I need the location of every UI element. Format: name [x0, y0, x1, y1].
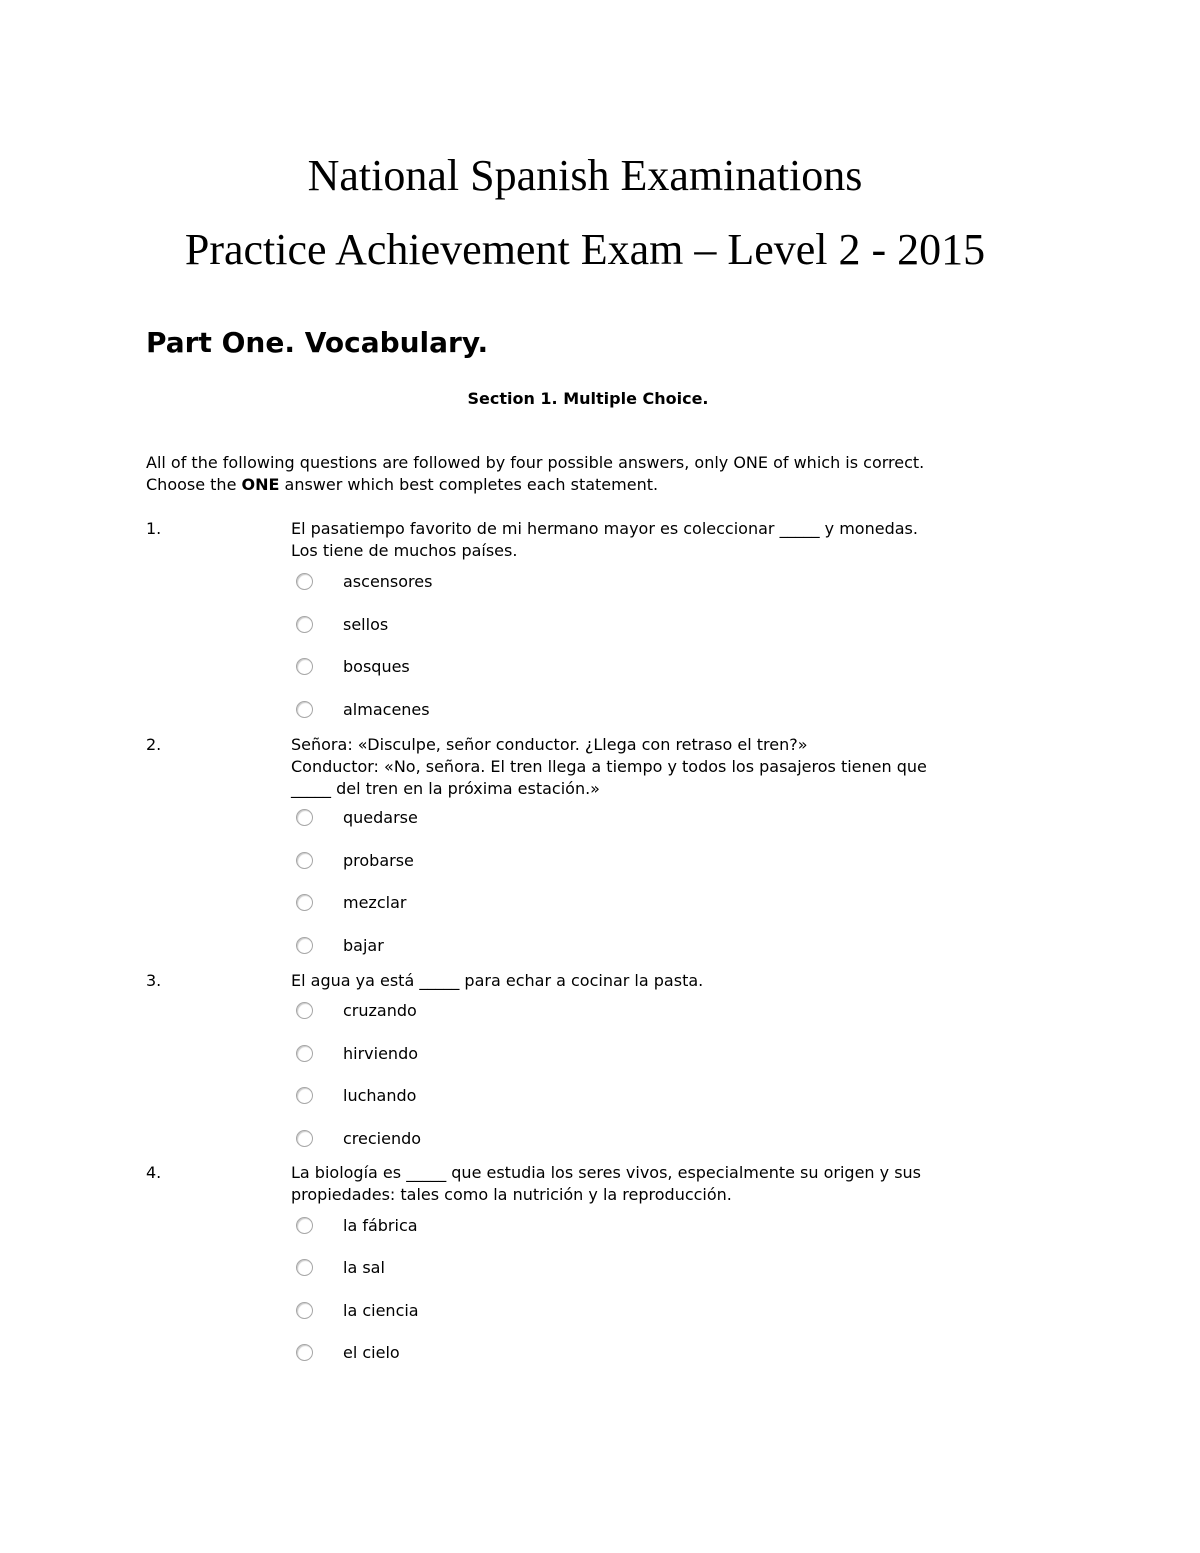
answer-option[interactable]: [296, 1259, 596, 1283]
answer-option[interactable]: [296, 701, 596, 725]
answer-option[interactable]: [296, 1002, 596, 1026]
option-label: el cielo: [343, 1343, 400, 1362]
answer-option[interactable]: [296, 809, 596, 833]
instructions-line-2: Choose the ONE answer which best completes each statement.: [146, 475, 659, 494]
option-label: la fábrica: [343, 1216, 418, 1235]
question-number: 4.: [146, 1163, 162, 1182]
option-label: bosques: [343, 657, 410, 676]
instructions: [146, 452, 1046, 496]
answer-option[interactable]: [296, 1087, 596, 1111]
section-title: Section 1. Multiple Choice.: [467, 389, 709, 408]
answer-option[interactable]: [296, 1130, 596, 1154]
option-label: bajar: [343, 936, 384, 955]
answer-option[interactable]: [296, 1344, 596, 1368]
radio-button[interactable]: [296, 1087, 313, 1104]
question-text: El pasatiempo favorito de mi hermano mayor es coleccionar _____ y monedas. Los tiene de muchos países.: [291, 519, 918, 560]
emphasis-one: ONE: [241, 475, 280, 494]
question-number: 3.: [146, 971, 162, 990]
question-text: Señora: «Disculpe, señor conductor. ¿Llega con retraso el tren?» Conductor: «No, señora. El tren llega a tiempo y todos los pasajeros tienen que _____ del tren en la próxima estación.»: [291, 735, 927, 798]
option-label: hirviendo: [343, 1044, 419, 1063]
answer-option[interactable]: [296, 616, 596, 640]
answer-option[interactable]: [296, 852, 596, 876]
radio-button[interactable]: [296, 616, 313, 633]
radio-button[interactable]: [296, 1130, 313, 1147]
exam-subtitle: Practice Achievement Exam – Level 2 - 2015: [184, 225, 986, 274]
option-label: cruzando: [343, 1001, 417, 1020]
answer-option[interactable]: [296, 658, 596, 682]
option-label: mezclar: [343, 893, 407, 912]
option-label: almacenes: [343, 700, 430, 719]
radio-button[interactable]: [296, 1259, 313, 1276]
answer-option[interactable]: [296, 894, 596, 918]
radio-button[interactable]: [296, 1045, 313, 1062]
radio-button[interactable]: [296, 658, 313, 675]
radio-button[interactable]: [296, 852, 313, 869]
question-text: El agua ya está _____ para echar a cocinar la pasta.: [291, 971, 704, 990]
exam-title: National Spanish Examinations: [307, 151, 863, 200]
radio-button[interactable]: [296, 809, 313, 826]
part-title: Part One. Vocabulary.: [146, 326, 489, 359]
option-label: la sal: [343, 1258, 385, 1277]
option-label: creciendo: [343, 1129, 422, 1148]
radio-button[interactable]: [296, 937, 313, 954]
answer-option[interactable]: [296, 1217, 596, 1241]
radio-button[interactable]: [296, 573, 313, 590]
radio-button[interactable]: [296, 701, 313, 718]
radio-button[interactable]: [296, 1344, 313, 1361]
option-label: sellos: [343, 615, 389, 634]
answer-option[interactable]: [296, 1302, 596, 1326]
question-number: 1.: [146, 519, 162, 538]
option-label: la ciencia: [343, 1301, 419, 1320]
radio-button[interactable]: [296, 1002, 313, 1019]
option-label: probarse: [343, 851, 414, 870]
radio-button[interactable]: [296, 894, 313, 911]
answer-option[interactable]: [296, 573, 596, 597]
option-label: ascensores: [343, 572, 433, 591]
question-text: La biología es _____ que estudia los seres vivos, especialmente su origen y sus propiedades: tales como la nutrición y la reproducción.: [291, 1163, 922, 1204]
instructions-line-1: All of the following questions are followed by four possible answers, only ONE of which is correct.: [146, 453, 925, 472]
answer-option[interactable]: [296, 937, 596, 961]
question-number: 2.: [146, 735, 162, 754]
option-label: luchando: [343, 1086, 417, 1105]
radio-button[interactable]: [296, 1302, 313, 1319]
answer-option[interactable]: [296, 1045, 596, 1069]
option-label: quedarse: [343, 808, 418, 827]
radio-button[interactable]: [296, 1217, 313, 1234]
